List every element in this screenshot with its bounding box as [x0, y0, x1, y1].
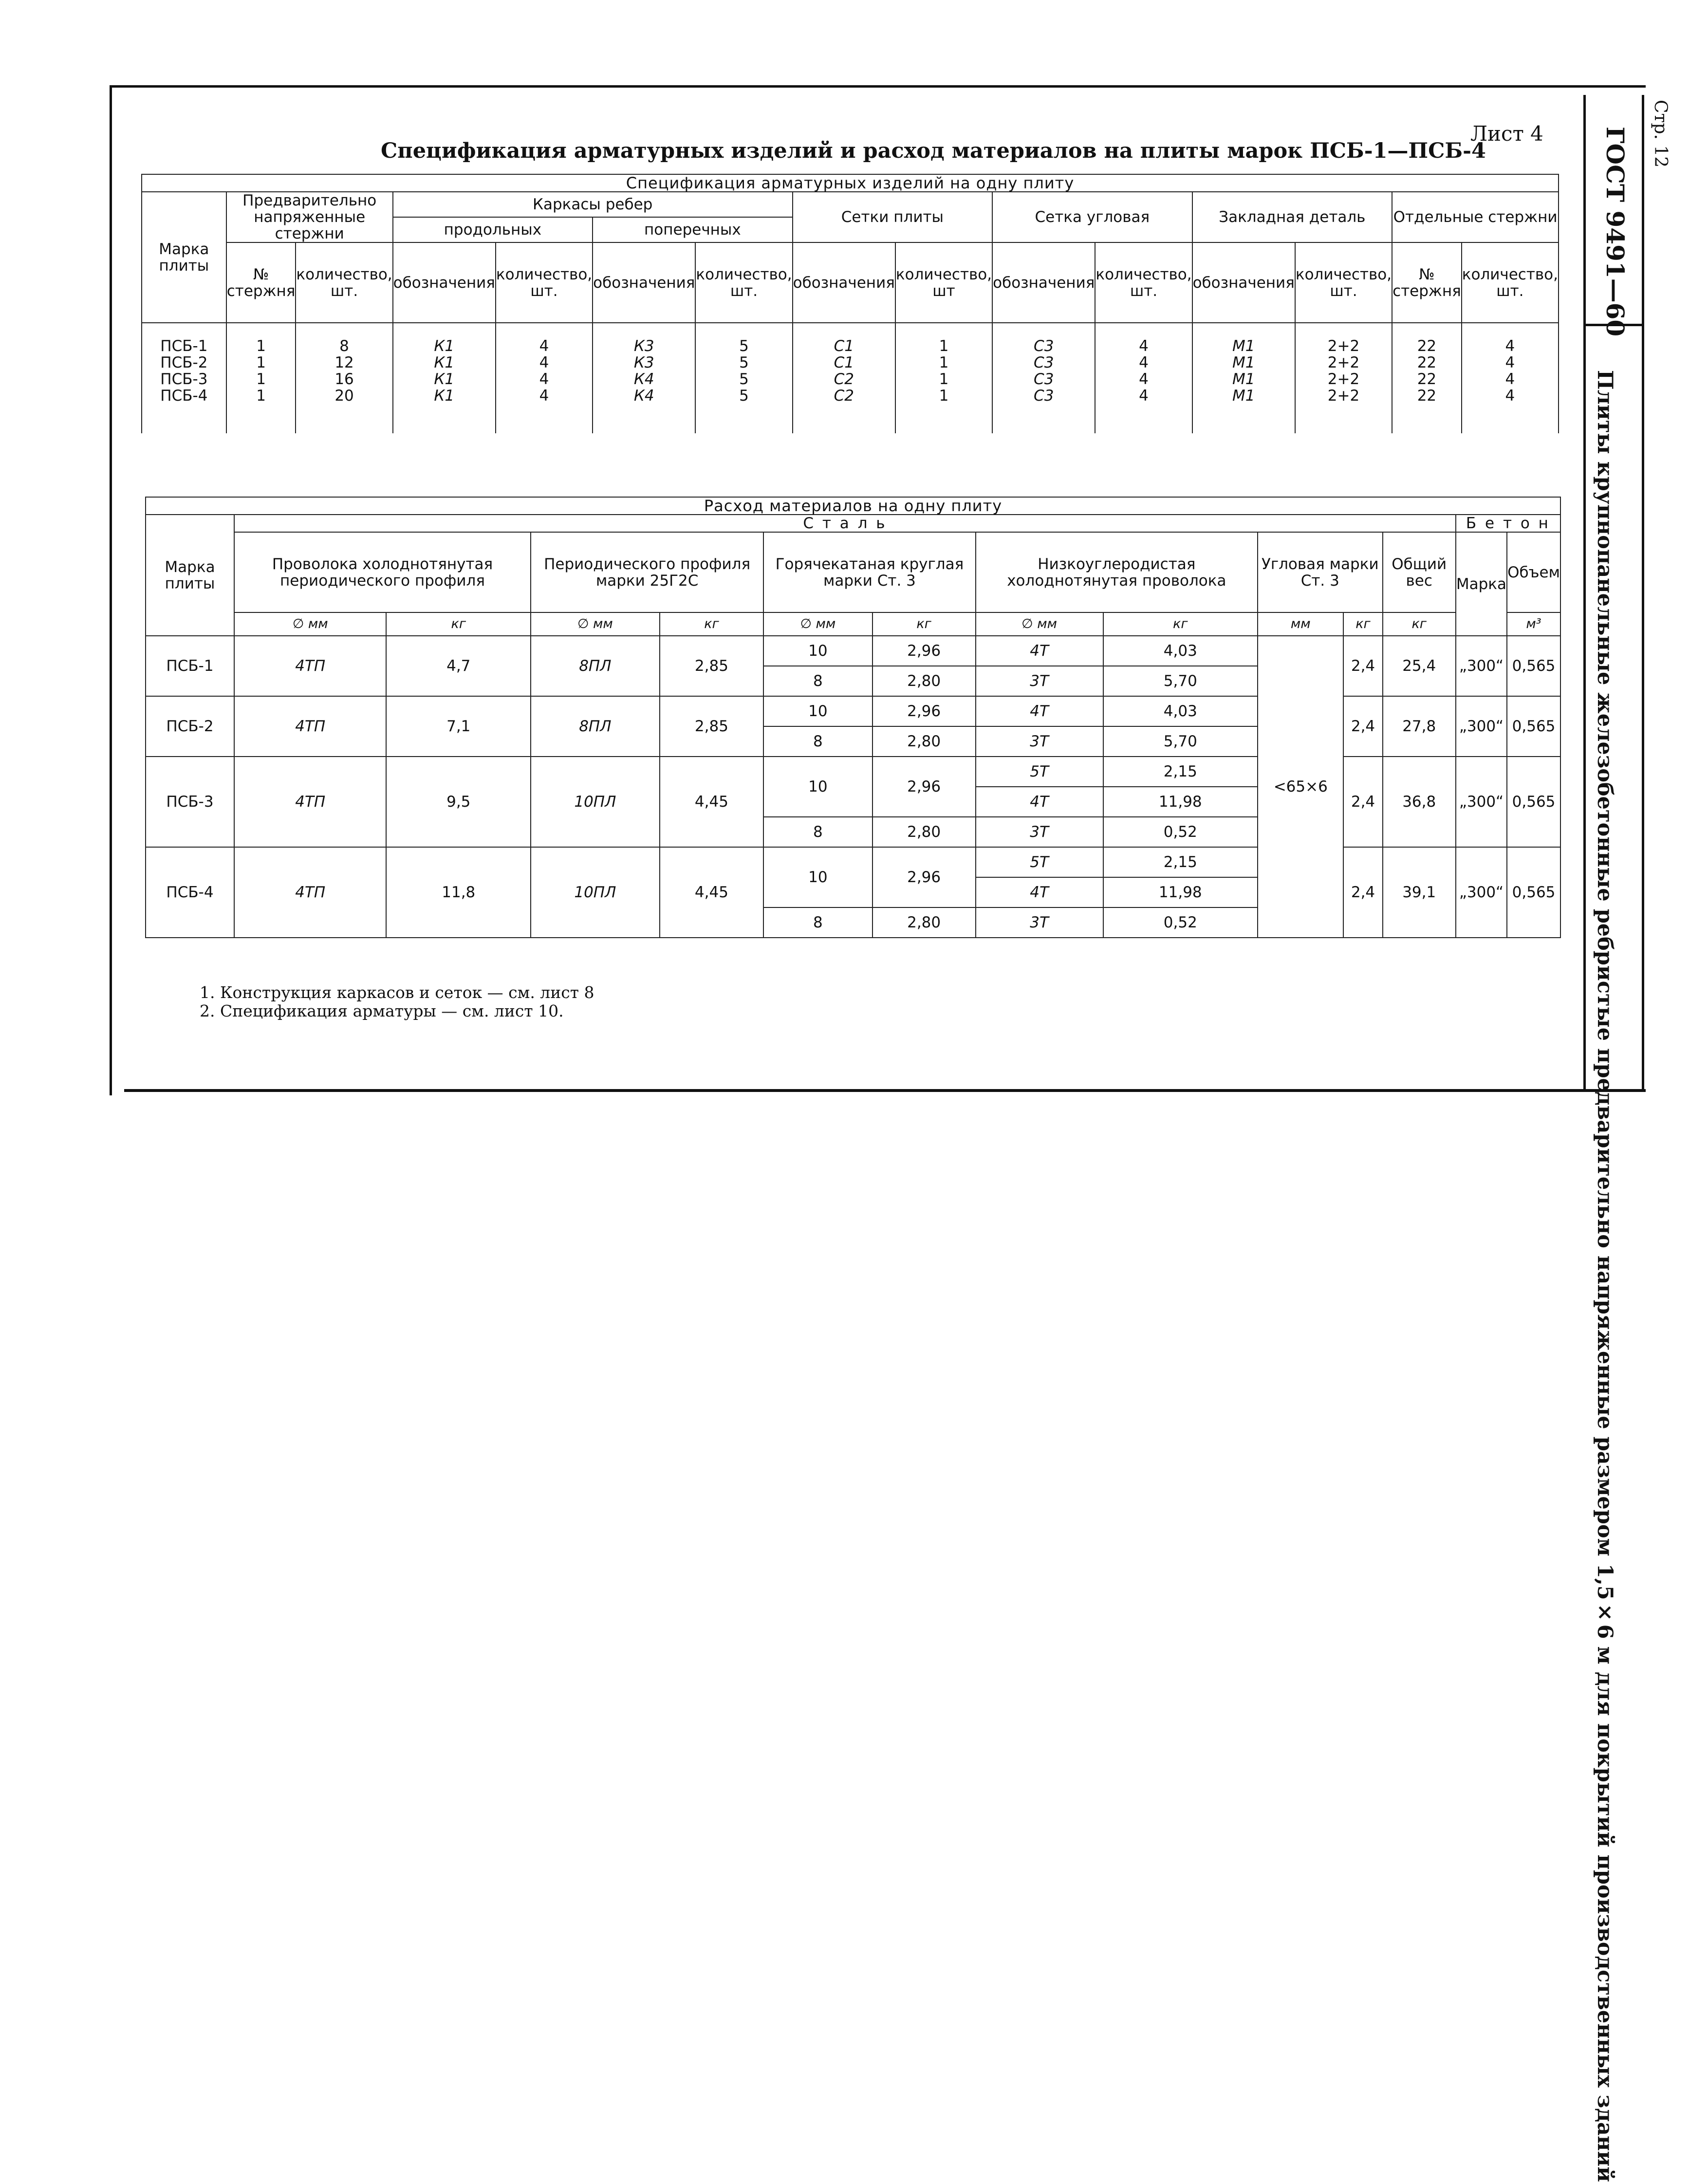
spec-cell: 5	[695, 323, 792, 354]
mat-cell-low-dia: 5Т	[976, 847, 1103, 877]
materials-row	[146, 757, 1560, 787]
mat-cell-low-dia: 4Т	[976, 787, 1103, 817]
page-number: Стр. 12	[1651, 100, 1671, 168]
spec-h-qty: количество, шт.	[496, 242, 593, 323]
frame-left-line	[110, 85, 112, 1095]
spec-col-prestressed: Предварительно напряженные стержни	[226, 192, 393, 242]
mat-cell-angle: <65×6	[1258, 636, 1343, 938]
reinforcement-spec-table	[141, 174, 1559, 433]
mat-cell-angle-kg: 2,4	[1343, 847, 1382, 938]
spec-h-qty: количество, шт.	[296, 242, 392, 323]
mat-cell-volume: 0,565	[1507, 847, 1560, 938]
mat-cell-low-dia: 3Т	[976, 817, 1103, 847]
mat-cell-concrete-mark: „300“	[1456, 757, 1507, 847]
spec-h-qty: количество, шт.	[695, 242, 792, 323]
spec-cell: С3	[992, 388, 1095, 433]
mat-cell-hot-kg: 2,80	[873, 666, 976, 696]
frame-top-line	[110, 85, 1646, 88]
spec-cell: 22	[1392, 323, 1462, 354]
frame-stamp-left-line	[1583, 95, 1586, 1091]
mat-cell-low-kg: 0,52	[1103, 817, 1258, 847]
materials-row	[146, 847, 1560, 877]
mat-cell-low-dia: 3Т	[976, 666, 1103, 696]
spec-cell: 4	[1095, 354, 1192, 371]
spec-h-bar-no: № стержня	[226, 242, 296, 323]
spec-cell: 1	[895, 354, 992, 371]
mat-col-volume: Объем	[1507, 532, 1560, 612]
mat-cell-angle-kg: 2,4	[1343, 757, 1382, 847]
unit-dia: ∅ мм	[763, 612, 872, 636]
mat-cell-periodic-dia: 10ПЛ	[531, 847, 660, 938]
mat-cell-hot-dia: 8	[763, 907, 872, 938]
spec-cell: 12	[296, 354, 392, 371]
materials-table	[145, 497, 1561, 938]
spec-cell: 5	[695, 388, 792, 433]
spec-row	[142, 354, 1559, 371]
mat-cell-low-dia: 3Т	[976, 726, 1103, 757]
note-1: 1. Конструкция каркасов и сеток — см. лист 8	[200, 983, 594, 1002]
materials-row	[146, 696, 1560, 726]
spec-cell: 4	[1095, 388, 1192, 433]
mat-cell-concrete-mark: „300“	[1456, 696, 1507, 757]
spec-cell: 2+2	[1295, 371, 1392, 388]
mat-cell-low-dia: 5Т	[976, 757, 1103, 787]
mat-cell-hot-kg: 2,96	[873, 757, 976, 817]
mat-cell-hot-kg: 2,80	[873, 726, 976, 757]
spec-cell: 4	[1462, 371, 1559, 388]
spec-h-qty: количество, шт.	[1462, 242, 1559, 323]
mat-cell-low-kg: 11,98	[1103, 877, 1258, 907]
spec-cell: 4	[496, 388, 593, 433]
mat-cell-low-kg: 0,52	[1103, 907, 1258, 938]
spec-cell-mark: ПСБ-4	[142, 388, 226, 433]
mat-cell-periodic-dia: 8ПЛ	[531, 696, 660, 757]
unit-dia: ∅ мм	[531, 612, 660, 636]
mat-col-lowcarbon: Низкоуглеродистая холоднотянутая проволока	[976, 532, 1258, 612]
unit-mm: мм	[1258, 612, 1343, 636]
spec-h-qty: количество, шт.	[1095, 242, 1192, 323]
spec-cell-mark: ПСБ-1	[142, 323, 226, 354]
spec-h-qty: количество, шт.	[1295, 242, 1392, 323]
mat-cell-wire-dia: 4ТП	[234, 757, 386, 847]
frame-stamp-right-line	[1642, 95, 1644, 1091]
spec-cell: 1	[226, 371, 296, 388]
mat-col-concrete-mark: Марка	[1456, 532, 1507, 636]
mat-cell-periodic-kg: 2,85	[660, 636, 763, 696]
mat-cell-periodic-kg: 2,85	[660, 696, 763, 757]
mat-cell-low-dia: 3Т	[976, 907, 1103, 938]
gost-number: ГОСТ 9491—60	[1601, 127, 1630, 337]
mat-cell-hot-kg: 2,80	[873, 907, 976, 938]
spec-cell: К1	[393, 371, 496, 388]
materials-row	[146, 636, 1560, 666]
mat-cell-wire-kg: 9,5	[386, 757, 531, 847]
spec-cell: 1	[226, 323, 296, 354]
spec-cell: 2+2	[1295, 388, 1392, 433]
mat-cell-wire-kg: 11,8	[386, 847, 531, 938]
spec-cell: 1	[895, 388, 992, 433]
spec-cell: 4	[496, 371, 593, 388]
spec-cell: 4	[1462, 354, 1559, 371]
mat-cell-periodic-dia: 8ПЛ	[531, 636, 660, 696]
mat-cell-low-dia: 4Т	[976, 696, 1103, 726]
mat-cell-low-kg: 4,03	[1103, 636, 1258, 666]
mat-cell-concrete-mark: „300“	[1456, 636, 1507, 696]
mat-col-mark: Марка плиты	[146, 515, 234, 636]
spec-cell: 4	[1095, 323, 1192, 354]
spec-cell: С3	[992, 354, 1095, 371]
mat-cell-angle-kg: 2,4	[1343, 636, 1382, 696]
spec-cell: К3	[593, 323, 695, 354]
spec-cell: К3	[593, 354, 695, 371]
spec-cell: М1	[1192, 371, 1295, 388]
mat-col-total: Общий вес	[1383, 532, 1456, 612]
spec-col-frames: Каркасы ребер	[393, 192, 793, 217]
mat-cell-hot-kg: 2,96	[873, 847, 976, 907]
mat-cell-hot-kg: 2,80	[873, 817, 976, 847]
spec-cell: С1	[793, 354, 895, 371]
mat-cell-angle-kg: 2,4	[1343, 696, 1382, 757]
spec-cell: М1	[1192, 354, 1295, 371]
frame-bottom-line	[124, 1089, 1646, 1092]
spec-h-designation: обозначения	[793, 242, 895, 323]
mat-cell-mark: ПСБ-1	[146, 636, 234, 696]
spec-cell: С3	[992, 371, 1095, 388]
mat-cell-mark: ПСБ-4	[146, 847, 234, 938]
mat-cell-hot-dia: 10	[763, 696, 872, 726]
spec-cell: 22	[1392, 371, 1462, 388]
spec-col-longitudinal: продольных	[393, 217, 593, 242]
spec-cell: К4	[593, 371, 695, 388]
spec-h-designation: обозначения	[593, 242, 695, 323]
spec-cell: К1	[393, 388, 496, 433]
mat-cell-hot-dia: 8	[763, 817, 872, 847]
spec-cell: С2	[793, 388, 895, 433]
materials-section-title: Расход материалов на одну плиту	[146, 497, 1560, 515]
mat-col-wire: Проволока холоднотянутая периодического профиля	[234, 532, 531, 612]
mat-cell-low-kg: 11,98	[1103, 787, 1258, 817]
mat-cell-total: 25,4	[1383, 636, 1456, 696]
mat-cell-volume: 0,565	[1507, 696, 1560, 757]
mat-cell-hot-dia: 8	[763, 666, 872, 696]
spec-cell: 1	[226, 354, 296, 371]
spec-col-bars: Отдельные стержни	[1392, 192, 1559, 242]
spec-cell: 4	[496, 323, 593, 354]
spec-cell: С1	[793, 323, 895, 354]
unit-kg: кг	[873, 612, 976, 636]
unit-dia: ∅ мм	[976, 612, 1103, 636]
mat-col-hotrolled: Горячекатаная круглая марки Ст. 3	[763, 532, 975, 612]
spec-cell: М1	[1192, 323, 1295, 354]
mat-cell-periodic-dia: 10ПЛ	[531, 757, 660, 847]
spec-section-title: Спецификация арматурных изделий на одну плиту	[142, 174, 1559, 192]
mat-cell-hot-dia: 10	[763, 636, 872, 666]
spec-cell: 2+2	[1295, 354, 1392, 371]
spec-cell: 16	[296, 371, 392, 388]
mat-cell-hot-dia: 10	[763, 757, 872, 817]
unit-kg: кг	[1383, 612, 1456, 636]
mat-cell-hot-dia: 8	[763, 726, 872, 757]
mat-col-steel: С т а л ь	[234, 515, 1456, 532]
mat-cell-volume: 0,565	[1507, 757, 1560, 847]
mat-cell-low-kg: 2,15	[1103, 847, 1258, 877]
spec-cell: 5	[695, 354, 792, 371]
spec-cell: 4	[1095, 371, 1192, 388]
mat-cell-mark: ПСБ-2	[146, 696, 234, 757]
mat-cell-low-kg: 2,15	[1103, 757, 1258, 787]
mat-col-periodic: Периодического профиля марки 25Г2С	[531, 532, 763, 612]
mat-cell-periodic-kg: 4,45	[660, 847, 763, 938]
mat-cell-low-kg: 5,70	[1103, 666, 1258, 696]
spec-col-nets: Сетки плиты	[793, 192, 992, 242]
mat-cell-concrete-mark: „300“	[1456, 847, 1507, 938]
spec-h-designation: обозначения	[393, 242, 496, 323]
mat-cell-low-dia: 4Т	[976, 636, 1103, 666]
mat-cell-wire-dia: 4ТП	[234, 636, 386, 696]
unit-kg: кг	[660, 612, 763, 636]
mat-col-angle: Угловая марки Ст. 3	[1258, 532, 1382, 612]
spec-row	[142, 388, 1559, 433]
spec-h-designation: обозначения	[992, 242, 1095, 323]
spec-col-angle-net: Сетка угловая	[992, 192, 1192, 242]
mat-cell-wire-kg: 7,1	[386, 696, 531, 757]
spec-cell: 4	[496, 354, 593, 371]
spec-cell: 5	[695, 371, 792, 388]
spec-col-embedded: Закладная деталь	[1192, 192, 1392, 242]
spec-cell-mark: ПСБ-2	[142, 354, 226, 371]
spec-cell: М1	[1192, 388, 1295, 433]
note-2: 2. Спецификация арматуры — см. лист 10.	[200, 1001, 564, 1020]
mat-cell-periodic-kg: 4,45	[660, 757, 763, 847]
spec-cell: 22	[1392, 388, 1462, 433]
unit-dia: ∅ мм	[234, 612, 386, 636]
mat-col-concrete: Б е т о н	[1456, 515, 1560, 532]
spec-col-mark: Марка плиты	[142, 192, 226, 323]
mat-cell-hot-kg: 2,96	[873, 636, 976, 666]
spec-h-designation: обозначения	[1192, 242, 1295, 323]
mat-cell-hot-dia: 10	[763, 847, 872, 907]
mat-cell-wire-kg: 4,7	[386, 636, 531, 696]
mat-cell-wire-dia: 4ТП	[234, 847, 386, 938]
mat-cell-low-kg: 5,70	[1103, 726, 1258, 757]
document-title: Спецификация арматурных изделий и расход материалов на плиты марок ПСБ-1—ПСБ-4	[381, 139, 1486, 163]
mat-cell-total: 36,8	[1383, 757, 1456, 847]
spec-cell: 1	[895, 371, 992, 388]
spec-cell: 4	[1462, 323, 1559, 354]
spec-cell: С3	[992, 323, 1095, 354]
mat-cell-mark: ПСБ-3	[146, 757, 234, 847]
spec-col-transverse: поперечных	[593, 217, 792, 242]
spec-cell: 20	[296, 388, 392, 433]
unit-kg: кг	[386, 612, 531, 636]
spec-cell: С2	[793, 371, 895, 388]
mat-cell-total: 27,8	[1383, 696, 1456, 757]
spec-h-qty: количество, шт	[895, 242, 992, 323]
mat-cell-low-kg: 4,03	[1103, 696, 1258, 726]
spec-row	[142, 371, 1559, 388]
spec-cell: К1	[393, 354, 496, 371]
sheet-number: Лист 4	[1470, 122, 1543, 146]
spec-row	[142, 323, 1559, 354]
spec-cell: 2+2	[1295, 323, 1392, 354]
spec-cell: 1	[226, 388, 296, 433]
mat-cell-wire-dia: 4ТП	[234, 696, 386, 757]
spec-cell: К4	[593, 388, 695, 433]
unit-m3: м³	[1507, 612, 1560, 636]
unit-kg: кг	[1103, 612, 1258, 636]
mat-cell-total: 39,1	[1383, 847, 1456, 938]
spec-cell: К1	[393, 323, 496, 354]
mat-cell-low-dia: 4Т	[976, 877, 1103, 907]
notes	[200, 983, 594, 1020]
spec-h-bar-no: № стержня	[1392, 242, 1462, 323]
spec-cell: 22	[1392, 354, 1462, 371]
spec-cell: 1	[895, 323, 992, 354]
spec-cell: 8	[296, 323, 392, 354]
spec-cell: 4	[1462, 388, 1559, 433]
mat-cell-hot-kg: 2,96	[873, 696, 976, 726]
standard-title: Плиты крупнопанельные железобетонные ребристые предварительно напряженные размером 1,5×6 м для покрытий производственных зданий	[1593, 370, 1617, 2182]
unit-kg: кг	[1343, 612, 1382, 636]
spec-cell-mark: ПСБ-3	[142, 371, 226, 388]
mat-cell-volume: 0,565	[1507, 636, 1560, 696]
